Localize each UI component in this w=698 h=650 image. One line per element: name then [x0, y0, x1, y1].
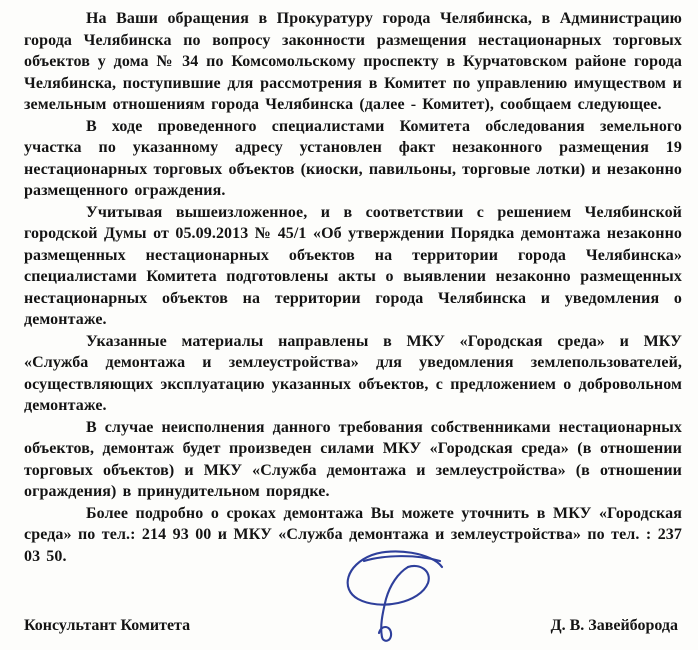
paragraph-resolution: Учитывая вышеизложенное, и в соответствии с решением Челябинской городской Думы от 05.09.2013 № 45/1 «Об утверждении Порядка демонтажа незаконно размещенных нестационарных объектов на территории города Челябинска» специалистами Комитета подготовлены акты о выявлении незаконно размещенных нестационарных объектов на территории города Челябинска и уведомления о демонтаже. — [24, 203, 682, 328]
paragraph-intro: На Ваши обращения в Прокуратуру города Челябинска, в Администрацию города Челябинска по вопросу законности размещения нестационарных торговых объектов у дома № 34 по Комсомольскому проспекту в Курчатовском районе города Челябинска, поступившие для рассмотрения в Комитет по управлению имуществом и земельным отношениям города Челябинска (далее - Комитет), сообщаем следующее. — [24, 10, 682, 113]
signature-block — [24, 617, 678, 635]
signatory-position: Консультант Комитета — [24, 617, 191, 634]
paragraph-inspection: В ходе проведенного специалистами Комитета обследования земельного участка по указанному адресу установлен факт незаконного размещения 19 нестационарных торговых объектов (киоски, павильоны, торговые лотки) и незаконно размещенного ограждения. — [24, 117, 682, 199]
paragraph-materials: Указанные материалы направлены в МКУ «Городская среда» и МКУ «Служба демонтажа и землеустройства» для уведомления землепользователей, осуществляющих эксплуатацию указанных объектов, с предложением о добровольном демонтаже. — [24, 332, 682, 414]
paragraph-contacts: Более подробно о сроках демонтажа Вы можете уточнить в МКУ «Городская среда» по тел.: 214 93 00 и МКУ «Служба демонтажа и землеустройства» по тел. : 237 03 50. — [24, 504, 682, 565]
signatory-name: Д. В. Завейборода — [550, 617, 678, 634]
paragraph-enforcement: В случае неисполнения данного требования собственниками нестационарных объектов, демонтаж будет произведен силами МКУ «Городская среда» (в отношении торговых объектов) и МКУ «Служба демонтажа и землеустройства» (в отношении ограждения) в принудительном порядке. — [24, 418, 682, 500]
